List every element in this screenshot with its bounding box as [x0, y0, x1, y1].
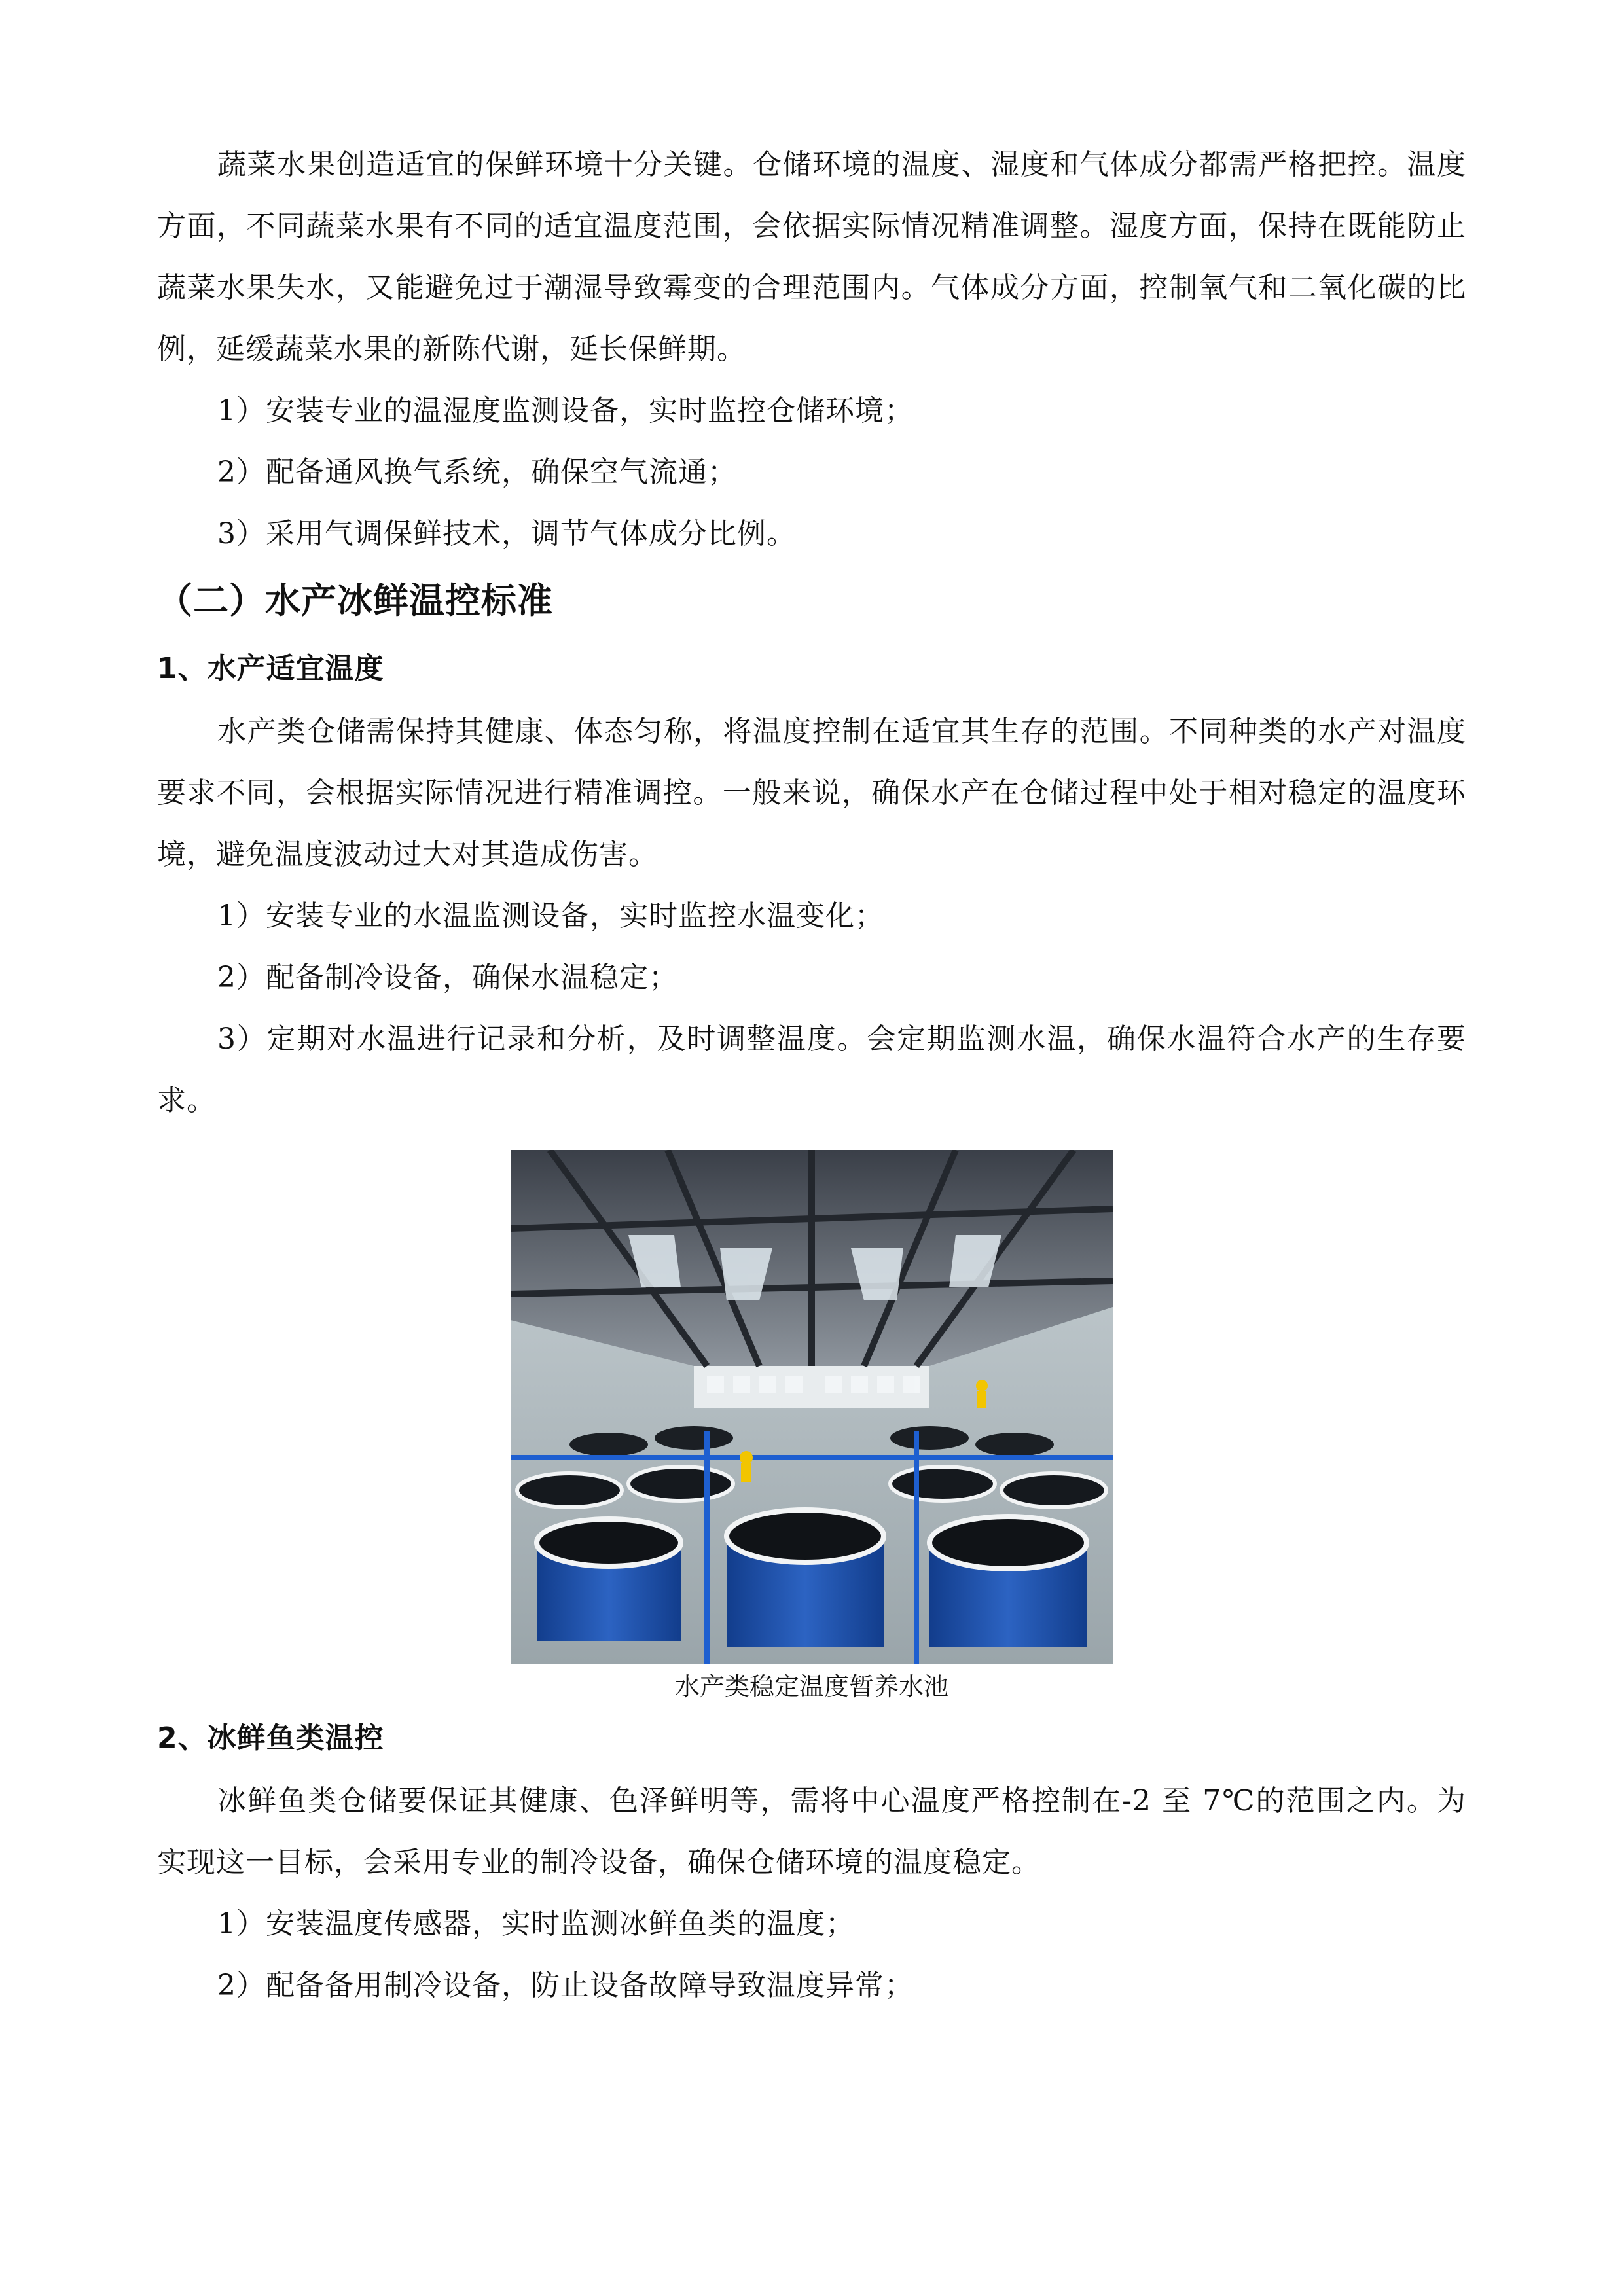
- figure-caption: 水产类稳定温度暂养水池: [674, 1672, 948, 1701]
- veg-item-3: 3）采用气调保鲜技术，调节气体成分比例。: [217, 517, 796, 550]
- document-page: [157, 134, 1466, 2017]
- aquatic-item-1: 1）安装专业的水温监测设备，实时监控水温变化；: [217, 899, 884, 933]
- aquatic-item-3: 3）定期对水温进行记录和分析，及时调整温度。会定期监测水温，确保水温符合水产的生存要求。: [157, 1022, 1466, 1117]
- veg-storage-paragraph: 蔬菜水果创造适宜的保鲜环境十分关键。仓储环境的温度、湿度和气体成分都需严格把控。温度方面，不同蔬菜水果有不同的适宜温度范围，会依据实际情况精准调整。湿度方面，保持在既能防止蔬菜水果失水，又能避免过于潮湿导致霉变的合理范围内。气体成分方面，控制氧气和二氧化碳的比例，延缓蔬菜水果的新陈代谢，延长保鲜期。: [157, 148, 1466, 366]
- chilled-fish-paragraph: 冰鲜鱼类仓储要保证其健康、色泽鲜明等，需将中心温度严格控制在-2 至 7℃的范围之内。为实现这一目标，会采用专业的制冷设备，确保仓储环境的温度稳定。: [157, 1784, 1466, 1879]
- chilled-fish-item-2: 2）配备备用制冷设备，防止设备故障导致温度异常；: [217, 1969, 914, 2002]
- aquatic-temperature-paragraph: 水产类仓储需保持其健康、体态匀称，将温度控制在适宜其生存的范围。不同种类的水产对温度要求不同，会根据实际情况进行精准调控。一般来说，确保水产在仓储过程中处于相对稳定的温度环境，避免温度波动过大对其造成伤害。: [157, 715, 1466, 871]
- holding-tanks-photo: [511, 1150, 1113, 1664]
- veg-item-1: 1）安装专业的温湿度监测设备，实时监控仓储环境；: [217, 394, 914, 427]
- section-heading-aquatic: （二）水产冰鲜温控标准: [157, 580, 553, 621]
- aquatic-item-2: 2）配备制冷设备，确保水温稳定；: [217, 961, 678, 994]
- veg-item-2: 2）配备通风换气系统，确保空气流通；: [217, 456, 737, 489]
- subheading-aquatic-temperature: 1、水产适宜温度: [157, 652, 384, 685]
- figure-holding-tanks: [511, 1150, 1113, 1706]
- subheading-chilled-fish: 2、冰鲜鱼类温控: [157, 1721, 384, 1755]
- chilled-fish-item-1: 1）安装温度传感器，实时监测冰鲜鱼类的温度；: [217, 1907, 855, 1941]
